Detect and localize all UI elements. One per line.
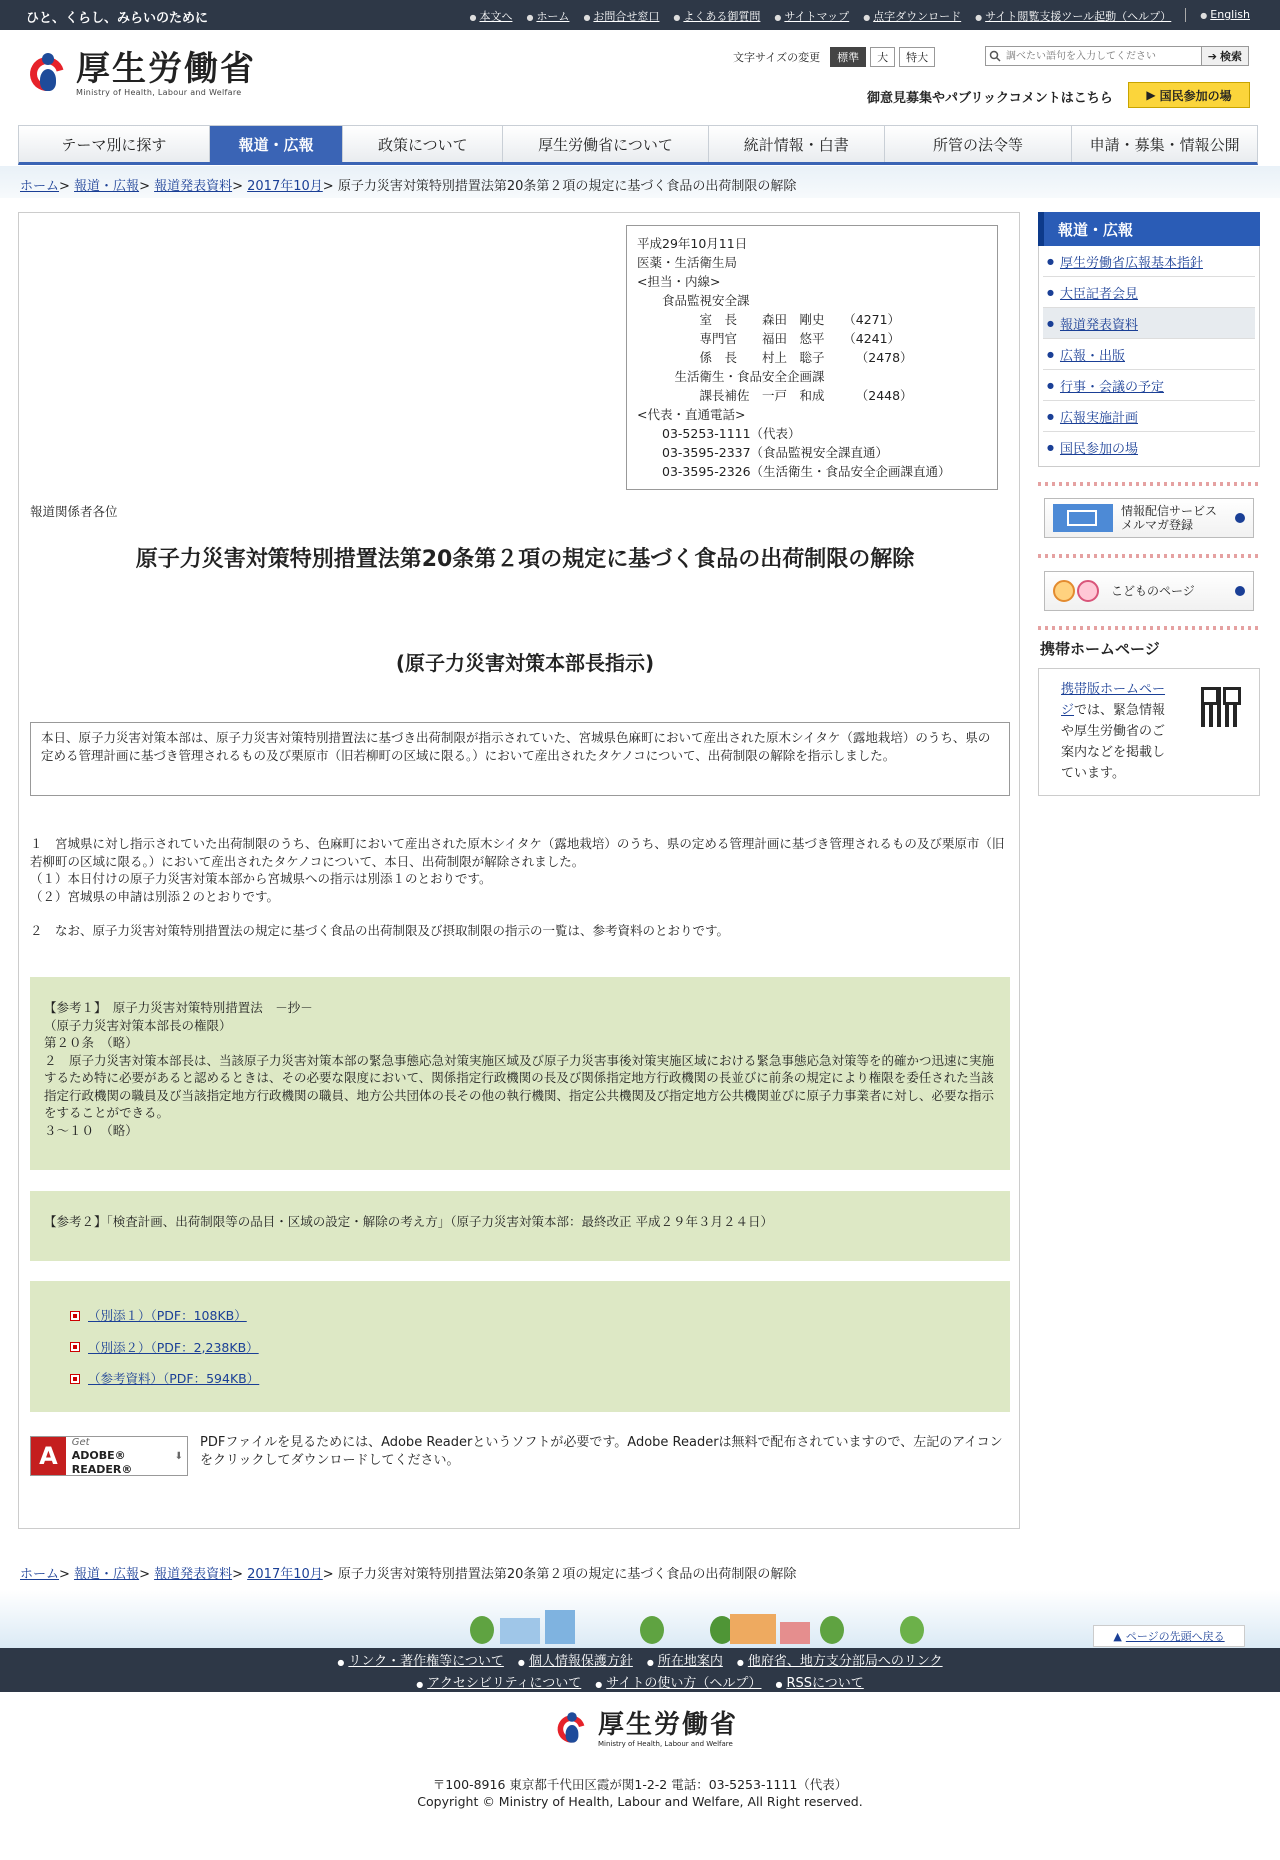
ref-line: ２ 原子力災害対策本部長は、当該原子力災害対策本部の緊急事態応急対策実施区域及び原子力災害事後対策実施区域における緊急事態応急対策等を的確かつ迅速に実施するため特に必要があると認めるときは、その必要な限度において、関係指定行政機関の長及び関係指定地方行政機関の長並びに前条の規定により権限を委任された当該指定行政機関の職員及び当該指定地方行政機関の職員、地方公共団体の長その他の執行機関、指定公共機関及び指定地方公共機関並びに原子力事業者に対し、必要な指示をすることができる。 (44, 1052, 995, 1120)
arrow-up-icon: ▲ (1113, 1629, 1122, 1643)
util-link-contact[interactable]: ● お問合せ窓口 (583, 8, 659, 24)
font-size-xlarge-button[interactable]: 特大 (899, 47, 935, 67)
footer-link-privacy[interactable]: ● 個人情報保護方針 (518, 1650, 633, 1669)
adobe-reader-button[interactable] (30, 1436, 188, 1476)
sidebar-item-label: ● 大臣記者会見 (1059, 286, 1138, 302)
ref-line: ３～１０ （略） (44, 1122, 138, 1138)
breadcrumb-bottom: ホーム> 報道・広報> 報道発表資料> 2017年10月> 原子力災害対策特別措置法第20条第２項の規定に基づく食品の出荷制限の解除 (20, 1567, 797, 1582)
tagline: ひと、くらし、みらいのために (26, 11, 209, 26)
pdf-icon (70, 1374, 80, 1384)
divider (1185, 8, 1186, 22)
adobe-icon: A (31, 1437, 66, 1475)
mail-icon (1053, 504, 1113, 532)
page-subtitle: (原子力災害対策本部長指示) (395, 651, 655, 675)
body-spacer (30, 905, 1010, 922)
arrow-right-icon: ▶ (1146, 88, 1156, 102)
adobe-get-label: Get (71, 1436, 90, 1448)
nav-item-applications[interactable]: 申請・募集・情報公開 (1089, 135, 1240, 154)
logo-text-jp: 厚生労働省 (76, 49, 256, 89)
participate-button[interactable] (1128, 82, 1250, 108)
footer-address: 〒100-8916 東京都千代田区霞が関1-2-2 電話：03-5253-1111（代表） (432, 1777, 848, 1792)
body-paragraph: １ 宮城県に対し指示されていた出荷制限のうち、色麻町において産出された原木シイタケ（露地栽培）のうち、県の定める管理計画に基づき管理されるもの及び栗原市（旧若柳町の区域に限る。）において産出されたタケノコについて、本日、出荷制限が解除されました。 (30, 836, 1005, 869)
footer-copyright: Copyright © Ministry of Health, Labour and Welfare, All Right reserved. (417, 1794, 863, 1809)
arrow-right-icon (1235, 586, 1245, 596)
search-input[interactable] (1004, 50, 1198, 63)
nav-item-statistics[interactable]: 統計情報・白書 (709, 126, 885, 162)
mobile-link[interactable]: 携帯版ホームページ (1061, 682, 1166, 718)
util-link-skip[interactable]: ● 本文へ (469, 8, 512, 24)
footer-link-rss[interactable]: ● RSSについて (776, 1672, 864, 1691)
breadcrumb-current: 原子力災害対策特別措置法第20条第２項の規定に基づく食品の出荷制限の解除 (337, 1567, 797, 1582)
ref-line: 【参考２】「検査計画、出荷制限等の品目・区域の設定・解除の考え方」（原子力災害対策本部：最終改正 平成２９年３月２４日） (44, 1214, 773, 1229)
adobe-name-label: ADOBE® READER® (71, 1448, 133, 1476)
list-item (70, 1370, 970, 1388)
arrow-right-icon: ➔ (1207, 49, 1217, 63)
sidebar-item-label: ● 国民参加の場 (1059, 441, 1138, 457)
mobile-box (1038, 668, 1260, 796)
footer-illustration (0, 1590, 1280, 1648)
ref-line: 【参考１】 原子力災害対策特別措置法 －抄－ (44, 1000, 313, 1015)
pdf-icon (70, 1342, 80, 1352)
kids-page-label: こどものページ (1111, 584, 1195, 598)
sidebar-item-label: ● 行事・会議の予定 (1059, 379, 1164, 395)
footer-link-help[interactable]: ● サイトの使い方（ヘルプ） (595, 1672, 761, 1691)
util-link-faq[interactable]: ● よくある御質問 (673, 8, 760, 24)
breadcrumb: ホーム> 報道・広報> 報道発表資料> 2017年10月> 原子力災害対策特別措置法第20条第２項の規定に基づく食品の出荷制限の解除 (20, 179, 797, 194)
list-item (70, 1339, 970, 1357)
attachment-link-reference[interactable]: （参考資料）（PDF：594KB） (88, 1371, 260, 1386)
breadcrumb-link-releases[interactable]: 報道発表資料 (154, 179, 233, 194)
search-box (985, 46, 1249, 66)
footer-nav (0, 1648, 1280, 1692)
sidebar-item-publications[interactable] (1043, 339, 1255, 370)
mobile-text: では、緊急情報や厚生労働省のご案内などを掲載しています。 (1061, 703, 1166, 781)
page-top-label: ページの先頭へ戻る (1125, 1630, 1225, 1643)
footer-link-location[interactable]: ● 所在地案内 (647, 1650, 723, 1669)
footer-link-accessibility[interactable]: ● アクセシビリティについて (416, 1672, 581, 1691)
breadcrumb-link-home[interactable]: ホーム (20, 1567, 60, 1582)
sidebar-menu (1038, 246, 1260, 467)
divider (1038, 554, 1260, 558)
qr-code-icon (1201, 687, 1241, 727)
font-size-standard-button[interactable]: 標準 (830, 47, 866, 67)
util-link-accessibility-tool[interactable]: ● サイト閲覧支援ツール起動（ヘルプ） (975, 8, 1171, 24)
search-button-label: 検索 (1220, 50, 1242, 63)
font-size-label: 文字サイズの変更 (733, 51, 821, 64)
reference-1-box (30, 977, 1010, 1170)
footer-logo[interactable] (552, 1706, 738, 1752)
attachment-list (30, 1281, 1010, 1412)
page-top-button[interactable] (1093, 1625, 1245, 1647)
breadcrumb-link-month[interactable]: 2017年10月 (247, 1567, 323, 1582)
footer-link-other-ministries[interactable]: ● 他府省、地方支分部局へのリンク (737, 1650, 943, 1669)
page-title: 原子力災害対策特別措置法第20条第２項の規定に基づく食品の出荷制限の解除 (135, 547, 915, 572)
sidebar-item-participation[interactable] (1043, 432, 1255, 462)
body-paragraph: （１）本日付けの原子力災害対策本部から宮城県への指示は別添１のとおりです。 (30, 871, 492, 886)
list-item (70, 1307, 970, 1325)
nav-item-about[interactable]: 厚生労働省について (503, 126, 709, 162)
sidebar-item-label: ● 広報・出版 (1059, 348, 1125, 364)
sidebar-item-pr-guideline[interactable] (1043, 246, 1255, 277)
mail-magazine-label: 情報配信サービス メルマガ登録 (1121, 504, 1218, 532)
download-icon: ⬇ (174, 1450, 183, 1462)
search-button[interactable] (1201, 47, 1248, 65)
reference-2-box (30, 1191, 1010, 1261)
ref-line: 第２０条 （略） (44, 1035, 138, 1050)
arrow-right-icon (1235, 513, 1245, 523)
nav-item-themes[interactable]: テーマ別に探す (19, 126, 210, 162)
util-link-english[interactable]: ● English (1200, 8, 1250, 24)
divider (1038, 626, 1260, 630)
search-icon (989, 50, 1001, 62)
kids-page-button[interactable] (1044, 571, 1254, 611)
font-size-large-button[interactable]: 大 (870, 47, 895, 67)
mobile-heading: 携帯ホームページ (1040, 640, 1160, 658)
addressee: 報道関係者各位 (30, 504, 118, 519)
participate-button-label: 国民参加の場 (1159, 88, 1232, 103)
sidebar-item-press-releases[interactable] (1043, 308, 1255, 339)
util-link-sitemap[interactable]: ● サイトマップ (774, 8, 849, 24)
mhlw-logo-icon (556, 1711, 588, 1748)
sidebar-item-events[interactable] (1043, 370, 1255, 401)
ref-line: （原子力災害対策本部長の権限） (44, 1017, 232, 1033)
sidebar-heading: 報道・広報 (1038, 212, 1260, 246)
footer-logo-text-en: Ministry of Health, Labour and Welfare (598, 1740, 733, 1748)
attachment-link-2[interactable]: （別添２）（PDF：2,238KB） (88, 1339, 259, 1355)
global-nav (18, 125, 1258, 165)
logo-text-en: Ministry of Health, Labour and Welfare (76, 88, 242, 97)
sidebar-item-label: ● 厚生労働省広報基本指針 (1059, 255, 1203, 271)
attachment-link-1[interactable]: （別添１）（PDF：108KB） (88, 1308, 247, 1323)
body-paragraph: ２ なお、原子力災害対策特別措置法の規定に基づく食品の出荷制限及び摂取制限の指示の一覧は、参考資料のとおりです。 (30, 923, 730, 938)
nav-item-press[interactable]: 報道・広報 (210, 126, 344, 162)
footer-link-copyright[interactable]: ● リンク・著作権等について (337, 1650, 503, 1669)
mail-magazine-button[interactable] (1044, 498, 1254, 538)
top-bar (0, 0, 1280, 30)
body-paragraph: （２）宮城県の申請は別添２のとおりです。 (30, 888, 280, 904)
divider (1038, 482, 1260, 486)
pdf-icon (70, 1311, 80, 1321)
sidebar-item-pr-plan[interactable] (1043, 401, 1255, 432)
adobe-note: PDFファイルを見るためには、Adobe Readerというソフトが必要です。Adobe Readerは無料で配布されていますので、左記のアイコンをクリックしてダウンロードしてください。 (200, 1435, 1003, 1468)
breadcrumb-link-releases[interactable]: 報道発表資料 (154, 1567, 233, 1582)
contact-box: 平成29年10月11日 医薬・生活衛生局 <担当・内線> 食品監視安全課 室 長 森田 剛史 （4271） 専門官 福田 悠平 （4241） 係 長 村上 聡子 （2478） 生活衛生・食品安全企画課 課長補佐 一戸 和成 （2448） <代表・直通電話> 03-5253-1111（代表） 03-3595-2337（食品監視安全課直通） 03-3595-2326（生活衛生・食品安全企画課直通） (626, 225, 998, 490)
breadcrumb-link-press[interactable]: 報道・広報 (74, 1567, 140, 1582)
site-logo[interactable] (28, 50, 256, 97)
summary-box: 本日、原子力災害対策本部は、原子力災害対策特別措置法に基づき出荷制限が指示されていた、宮城県色麻町において産出された原木シイタケ（露地栽培）のうち、県の定める管理計画に基づき管理されるもの及び栗原市（旧若柳町の区域に限る。）において産出されたタケノコについて、出荷制限の解除を指示しました。 (30, 722, 1010, 796)
kids-icon (1053, 576, 1103, 606)
mhlw-logo-icon (28, 51, 68, 97)
font-size-switcher (733, 47, 935, 67)
breadcrumb-link-month[interactable]: 2017年10月 (247, 179, 323, 194)
opinion-link[interactable]: 御意見募集やパブリックコメントはこちら (867, 91, 1113, 106)
sidebar-item-press-conference[interactable] (1043, 277, 1255, 308)
util-link-home[interactable]: ● ホーム (526, 8, 569, 24)
article-body (30, 835, 1010, 940)
sidebar-item-label: ● 広報実施計画 (1059, 410, 1138, 426)
nav-item-laws[interactable]: 所管の法令等 (885, 126, 1073, 162)
breadcrumb-link-home[interactable]: ホーム (20, 179, 60, 194)
nav-item-policy[interactable]: 政策について (343, 126, 503, 162)
utility-links (469, 8, 1250, 24)
util-link-braille[interactable]: ● 点字ダウンロード (863, 8, 961, 24)
sidebar (1038, 212, 1260, 467)
breadcrumb-current: 原子力災害対策特別措置法第20条第２項の規定に基づく食品の出荷制限の解除 (337, 179, 797, 194)
sidebar-item-label: ● 報道発表資料 (1059, 317, 1138, 333)
footer-logo-text-jp: 厚生労働省 (598, 1710, 739, 1740)
breadcrumb-link-press[interactable]: 報道・広報 (74, 179, 140, 194)
